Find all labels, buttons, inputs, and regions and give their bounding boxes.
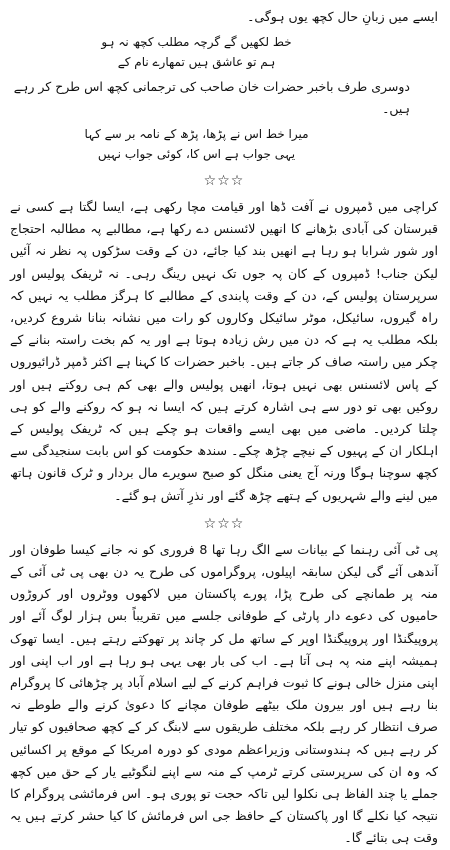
section-separator: ☆☆☆ (203, 173, 245, 189)
poem-verse: میرا خط اس نے پڑھا، پڑھ کے نامہ بر سے کہا (84, 127, 309, 141)
narration-line: دوسری طرف باخبر حضرات خان صاحب کی ترجمانی کچھ اس طرح کر رہے ہیں۔ (13, 79, 410, 116)
poem-couplet-1 (10, 32, 438, 72)
poem-verse: ہم تو عاشق ہیں تمھارے نام کے (117, 55, 276, 69)
poem-verse: یہی جواب ہے اس کا، کوئی جواب نہیں (97, 147, 296, 161)
poem-couplet-2 (10, 124, 438, 164)
intro-line: ایسے میں زبانِ حال کچھ یوں ہوگی۔ (247, 9, 438, 24)
paragraph-karachi-dumpers: کراچی میں ڈمپروں نے آفت ڈھا اور قیامت مچا رکھی ہے، ایسا لگتا ہے کسی نے قبرستان کی آبادی بڑھانے کا انھیں لائسنس دے رکھا ہے، مطالبے پہ مطالبہ احتجاج اور شور شرابا ہو رہا ہے انھیں بند کیا جائے، دن کے وقت سڑکوں پہ نظر نہ آئیں لیکن جناب! ڈمپروں کے کان پہ جوں تک نہیں رینگ رہی۔ نہ ٹریفک پولیس اور سرپرستان پولیس کے، دن کے وقت پابندی کے مطالبے کا ہرگز مطلب یہ نہیں کہ راہ گیروں، سائیکل، موٹر سائیکل وکاروں کو رات میں نشانہ بنانا شروع کردیں، بلکہ مطلب یہ ہے کہ دن میں رش زیادہ ہوتا ہے اور یہ کم بخت راستہ بنانے کے چکر میں راستہ صاف کر جاتے ہیں۔ باخبر حضرات کا کہنا ہے اکثر ڈمپر ڈرائیوروں کے پاس لائسنس بھی نہیں ہوتا، انھیں پولیس والے بھی کم ہی روکتے ہیں اور روکیں بھی تو دور سے ہی اشارہ کرتے ہیں کہ ایسا نہ ہو کہ روکنے والے کو ہی چلتا کردیں۔ ماضی میں بھی ایسے واقعات ہو چکے ہیں کہ ٹریفک پولیس کے اہلکار ان کے پہیوں کے نیچے چڑھ چکے۔ سندھ حکومت کو اس بابت سنجیدگی سے کچھ سوچنا ہوگا ورنہ آج یعنی منگل کو صبح سویرے مال بردار و ٹرک قانون ہاتھ میں لینے والے شہریوں کے ہتھے چڑھ گئے اور نذرِ آتش ہو گئے۔ (10, 199, 438, 503)
paragraph-pti: پی ٹی آئی رہنما کے بیانات سے الگ رہا تھا 8 فروری کو نہ جانے کیسا طوفان اور آندھی آئے گی لیکن سابقہ اپیلوں، پروگراموں کی طرح یہ دن بھی پی ٹی آئی کے منہ پر طمانچے کی طرح پڑا، پورے پاکستان میں لاکھوں ووٹروں اور کروڑوں حامیوں کی دعوے دار پارٹی کے طوفانی جلسے میں تقریباً بس ہزار لوگ آئے اور پروپیگنڈا اور پروپیگنڈا اوپر کے ساتھ مل کر چاند پر تھوکتے رہتے ہیں۔ ایسا تھوک ہمیشہ اپنے منہ پہ ہی آتا ہے۔ اب کی بار بھی یہی ہو رہا ہے اور اب اپنی اور اپنی منزل خالی ہونے کا ثبوت فراہم کرنے کے لیے اسلام آباد پر چڑھائی کا پروگرام بنا رہے ہیں اور بیرون ملک بیٹھے طوفان مچانے کا دعویٰ کرنے والے طوطے نہ صرف انتظار کر رہے بلکہ مختلف طریقوں سے لابنگ کر کے کچھ صحافیوں کو تیار کر رہے ہیں کہ ہندوستانی وزیراعظم مودی کو دورہ امریکا کے موقع پر اکسائیں کہ وہ ان کی سرپرستی کرتے ٹرمپ کے منہ سے اپنے لنگوٹیے یار کے حق میں کچھ جملے یا چند الفاظ ہی نکلوا لیں تاکہ حجت تو پوری ہو۔ اس فرمائشی پروگرام کا نتیجہ کیا نکلے گا اور پاکستان کے حافظ جی اس فرمائش کا کیا حشر کرتے ہیں یہ وقت ہی بتائے گا۔ (10, 541, 438, 846)
section-separator: ☆☆☆ (203, 515, 245, 532)
poem-verse: خط لکھیں گے گرچہ مطلب کچھ نہ ہو (101, 35, 292, 49)
